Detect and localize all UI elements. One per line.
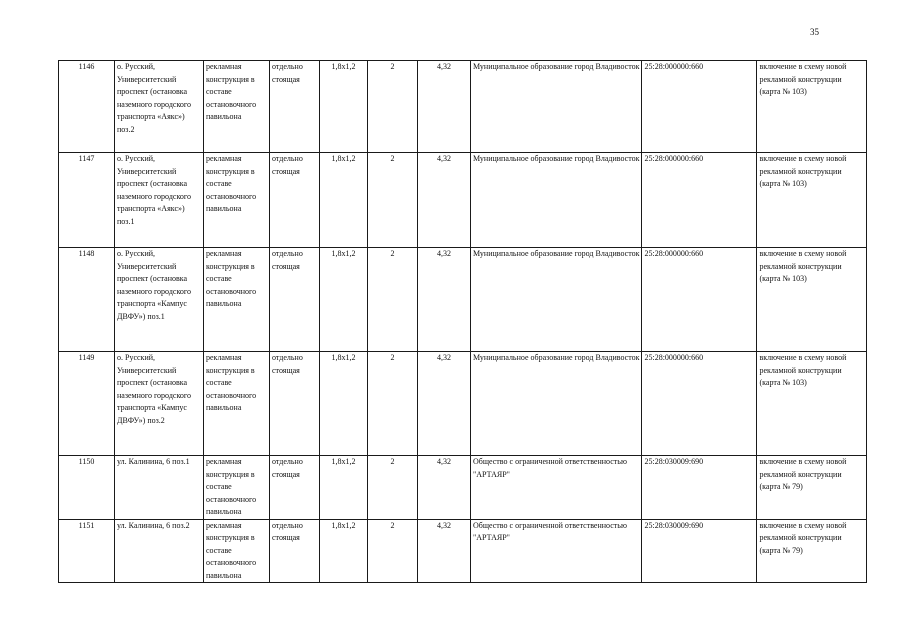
area-cell: 4,32 [418, 61, 471, 153]
row-number: 1146 [59, 61, 115, 153]
owner-cell: Муниципальное образование город Владивосток [471, 248, 642, 352]
cadastral-cell: 25:28:000000:660 [642, 352, 757, 456]
size-cell: 1,8x1,2 [320, 248, 368, 352]
owner-cell: Муниципальное образование город Владивосток [471, 153, 642, 248]
size-cell: 1,8x1,2 [320, 352, 368, 456]
table-row [59, 248, 867, 352]
note-cell: включение в схему новой рекламной конструкции (карта № 103) [757, 248, 867, 352]
table-row [59, 456, 867, 520]
owner-cell: Общество с ограниченной ответственностью "АРТАЯР" [471, 519, 642, 583]
owner-cell: Муниципальное образование город Владивосток [471, 352, 642, 456]
owner-cell: Муниципальное образование город Владивосток [471, 61, 642, 153]
placement-cell: отдельно стоящая [270, 456, 320, 520]
address-cell: о. Русский, Университетский проспект (остановка наземного городского транспорта «Аякс») поз.1 [115, 153, 204, 248]
placement-cell: отдельно стоящая [270, 248, 320, 352]
address-cell: о. Русский, Университетский проспект (остановка наземного городского транспорта «Кампус ДВФУ») поз.1 [115, 248, 204, 352]
table-row [59, 352, 867, 456]
page-number: 35 [810, 27, 819, 37]
area-cell: 4,32 [418, 456, 471, 520]
address-cell: ул. Калинина, 6 поз.2 [115, 519, 204, 583]
table-row [59, 61, 867, 153]
construction-type-cell: рекламная конструкция в составе остановочного павильона [204, 456, 270, 520]
table-row [59, 519, 867, 583]
cadastral-cell: 25:28:000000:660 [642, 248, 757, 352]
placement-cell: отдельно стоящая [270, 519, 320, 583]
owner-cell: Общество с ограниченной ответственностью "АРТАЯР" [471, 456, 642, 520]
row-number: 1149 [59, 352, 115, 456]
cadastral-cell: 25:28:030009:690 [642, 519, 757, 583]
row-number: 1147 [59, 153, 115, 248]
size-cell: 1,8x1,2 [320, 153, 368, 248]
placement-cell: отдельно стоящая [270, 153, 320, 248]
area-cell: 4,32 [418, 352, 471, 456]
sides-cell: 2 [368, 248, 418, 352]
area-cell: 4,32 [418, 248, 471, 352]
size-cell: 1,8x1,2 [320, 61, 368, 153]
note-cell: включение в схему новой рекламной конструкции (карта № 103) [757, 153, 867, 248]
construction-type-cell: рекламная конструкция в составе остановочного павильона [204, 153, 270, 248]
table-row [59, 153, 867, 248]
row-number: 1151 [59, 519, 115, 583]
construction-type-cell: рекламная конструкция в составе остановочного павильона [204, 248, 270, 352]
area-cell: 4,32 [418, 153, 471, 248]
address-cell: о. Русский, Университетский проспект (остановка наземного городского транспорта «Кампус ДВФУ») поз.2 [115, 352, 204, 456]
row-number: 1148 [59, 248, 115, 352]
sides-cell: 2 [368, 153, 418, 248]
sides-cell: 2 [368, 519, 418, 583]
cadastral-cell: 25:28:000000:660 [642, 153, 757, 248]
address-cell: ул. Калинина, 6 поз.1 [115, 456, 204, 520]
cadastral-cell: 25:28:030009:690 [642, 456, 757, 520]
address-cell: о. Русский, Университетский проспект (остановка наземного городского транспорта «Аякс») поз.2 [115, 61, 204, 153]
placement-cell: отдельно стоящая [270, 61, 320, 153]
sides-cell: 2 [368, 61, 418, 153]
registry-table [58, 60, 867, 583]
note-cell: включение в схему новой рекламной конструкции (карта № 103) [757, 61, 867, 153]
construction-type-cell: рекламная конструкция в составе остановочного павильона [204, 519, 270, 583]
placement-cell: отдельно стоящая [270, 352, 320, 456]
size-cell: 1,8x1,2 [320, 456, 368, 520]
area-cell: 4,32 [418, 519, 471, 583]
note-cell: включение в схему новой рекламной конструкции (карта № 103) [757, 352, 867, 456]
sides-cell: 2 [368, 352, 418, 456]
row-number: 1150 [59, 456, 115, 520]
construction-type-cell: рекламная конструкция в составе остановочного павильона [204, 352, 270, 456]
sides-cell: 2 [368, 456, 418, 520]
size-cell: 1,8x1,2 [320, 519, 368, 583]
note-cell: включение в схему новой рекламной конструкции (карта № 79) [757, 456, 867, 520]
note-cell: включение в схему новой рекламной конструкции (карта № 79) [757, 519, 867, 583]
cadastral-cell: 25:28:000000:660 [642, 61, 757, 153]
construction-type-cell: рекламная конструкция в составе остановочного павильона [204, 61, 270, 153]
